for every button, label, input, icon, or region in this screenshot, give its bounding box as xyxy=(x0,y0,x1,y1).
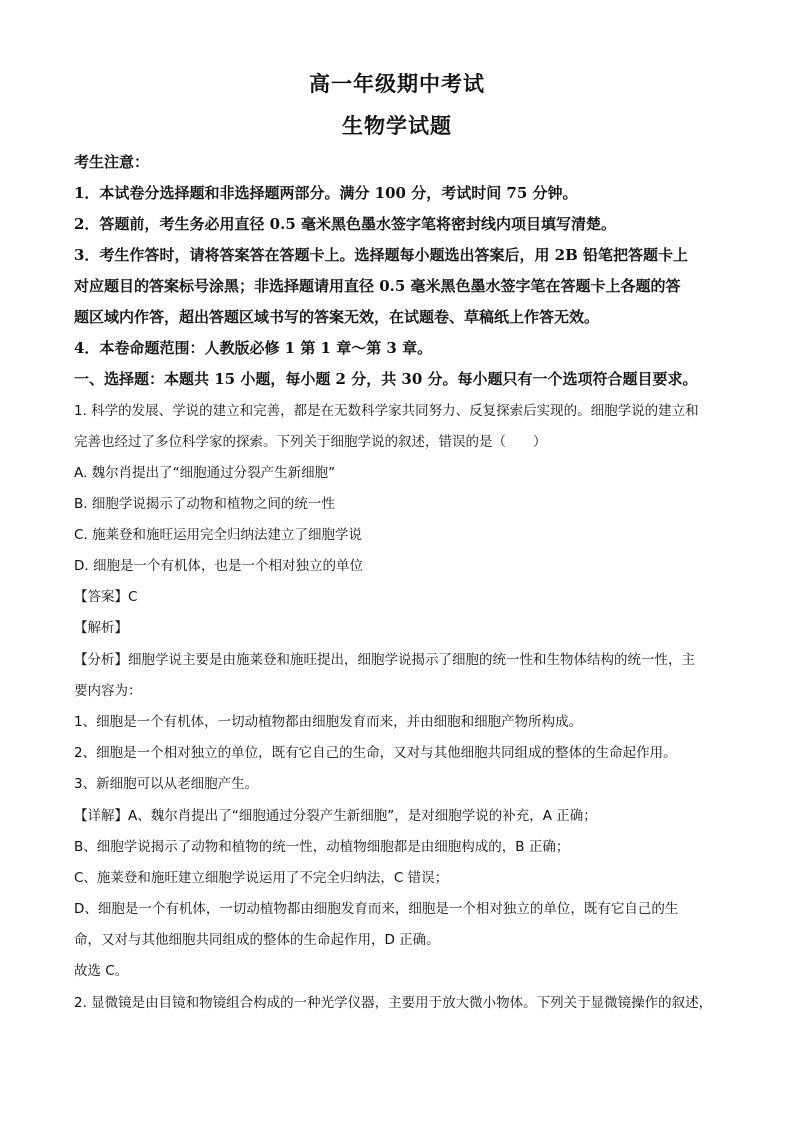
notice-item-2: 2．答题前，考生务必用直径 0.5 毫米黑色墨水签字笔将密封线内项目填写清楚。 xyxy=(74,215,616,233)
analysis-line-1: 【分析】细胞学说主要是由施莱登和施旺提出，细胞学说揭示了细胞的统一性和生物体结构的统一性，主 xyxy=(74,652,695,668)
question-1-option-b: B. 细胞学说揭示了动物和植物之间的统一性 xyxy=(74,496,335,512)
question-1-option-a: A. 魏尔肖提出了“细胞通过分裂产生新细胞” xyxy=(74,465,336,481)
question-1-answer: 【答案】C xyxy=(74,589,138,605)
analysis-line-7: B、细胞学说揭示了动物和植物的统一性，动植物细胞都是由细胞构成的，B 正确； xyxy=(74,839,570,855)
question-1-option-d: D. 细胞是一个有机体，也是一个相对独立的单位 xyxy=(74,558,363,574)
analysis-line-2: 要内容为： xyxy=(74,683,142,699)
analysis-line-11: 故选 C。 xyxy=(74,963,129,979)
notice-item-3-cont-1: 对应题目的答案标号涂黑；非选择题请用直径 0.5 毫米黑色墨水签字笔在答题卡上各题的答 xyxy=(74,277,681,295)
analysis-line-5: 3、新细胞可以从老细胞产生。 xyxy=(74,776,259,792)
question-1-analysis-label: 【解析】 xyxy=(74,620,128,636)
notice-item-4: 4．本卷命题范围：人教版必修 1 第 1 章～第 3 章。 xyxy=(74,339,433,357)
notice-heading: 考生注意： xyxy=(74,153,150,171)
question-1-option-c: C. 施莱登和施旺运用完全归纳法建立了细胞学说 xyxy=(74,527,363,543)
notice-item-3-cont-2: 题区域内作答，超出答题区域书写的答案无效，在试题卷、草稿纸上作答无效。 xyxy=(74,308,600,326)
analysis-line-6: 【详解】A、魏尔肖提出了“细胞通过分裂产生新细胞”，是对细胞学说的补充，A 正确； xyxy=(74,808,597,824)
analysis-line-3: 1、细胞是一个有机体，一切动植物都由细胞发育而来，并由细胞和细胞产物所构成。 xyxy=(74,714,583,730)
page-subtitle: 生物学试题 xyxy=(342,113,452,138)
analysis-line-9: D、细胞是一个有机体，一切动植物都由细胞发育而来，细胞是一个相对独立的单位，既有它自己的生 xyxy=(74,901,679,917)
notice-item-1: 1．本试卷分选择题和非选择题两部分。满分 100 分，考试时间 75 分钟。 xyxy=(74,184,578,202)
question-1-stem: 1. 科学的发展、学说的建立和完善，都是在无数科学家共同努力、反复探索后实现的。细胞学说的建立和 xyxy=(74,403,699,419)
question-1-stem-cont: 完善也经过了多位科学家的探索。下列关于细胞学说的叙述，错误的是（ ） xyxy=(74,434,547,450)
section-heading: 一、选择题：本题共 15 小题，每小题 2 分，共 30 分。每小题只有一个选项符合题目要求。 xyxy=(74,370,698,388)
analysis-line-8: C、施莱登和施旺建立细胞学说运用了不完全归纳法，C 错误； xyxy=(74,870,449,886)
analysis-line-4: 2、细胞是一个相对独立的单位，既有它自己的生命，又对与其他细胞共同组成的整体的生命起作用。 xyxy=(74,745,677,761)
notice-item-3: 3．考生作答时，请将答案答在答题卡上。选择题每小题选出答案后，用 2B 铅笔把答题卡上 xyxy=(74,246,689,264)
page-title: 高一年级期中考试 xyxy=(309,71,485,96)
analysis-line-10: 命，又对与其他细胞共同组成的整体的生命起作用，D 正确。 xyxy=(74,932,440,948)
question-2-stem: 2. 显微镜是由目镜和物镜组合构成的一种光学仪器，主要用于放大微小物体。下列关于显微镜操作的叙述， xyxy=(74,995,713,1011)
